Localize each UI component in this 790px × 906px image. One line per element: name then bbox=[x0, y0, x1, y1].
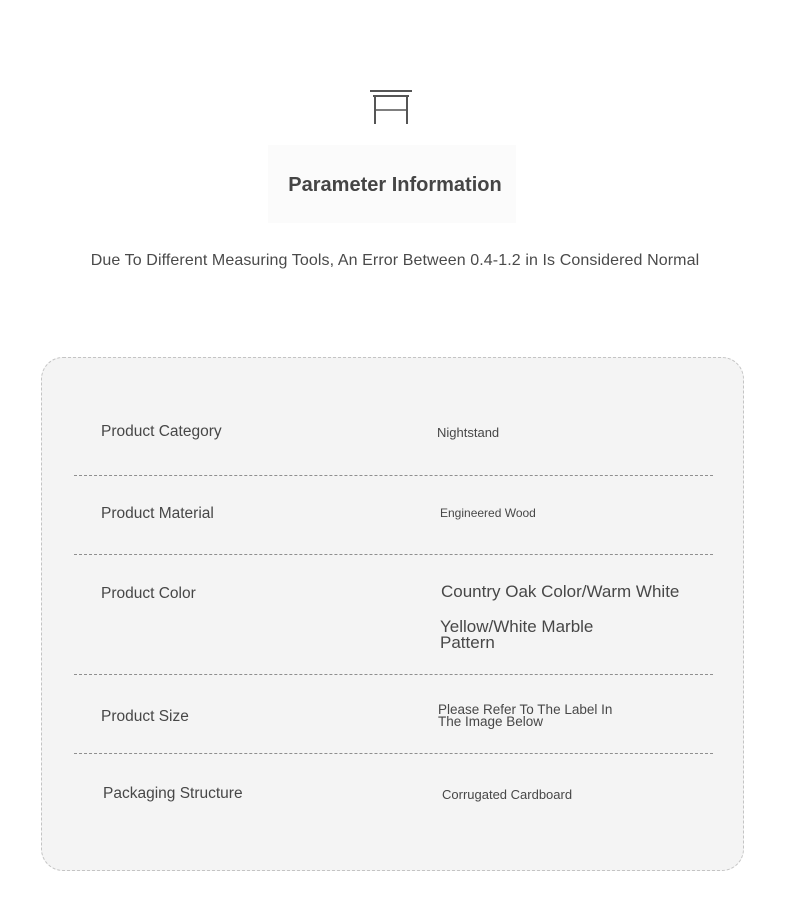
param-label-material: Product Material bbox=[101, 505, 214, 522]
param-value-color-line3: Pattern bbox=[440, 633, 495, 652]
row-divider bbox=[74, 753, 713, 754]
param-value-color-line1: Country Oak Color/Warm White bbox=[441, 582, 680, 601]
param-value-size-line1: Please Refer To The Label In bbox=[438, 702, 613, 717]
row-divider bbox=[74, 475, 713, 476]
row-divider bbox=[74, 554, 713, 555]
param-value-category: Nightstand bbox=[437, 425, 500, 440]
param-label-packaging: Packaging Structure bbox=[103, 785, 243, 802]
row-divider bbox=[74, 674, 713, 675]
page-title: Parameter Information bbox=[288, 174, 502, 196]
param-value-color-line2: Yellow/White Marble bbox=[440, 617, 594, 636]
param-value-size-line2: The Image Below bbox=[438, 714, 544, 729]
param-label-color: Product Color bbox=[101, 585, 196, 602]
measurement-note: Due To Different Measuring Tools, An Error Between 0.4-1.2 in Is Considered Normal bbox=[90, 252, 700, 269]
param-label-category: Product Category bbox=[101, 423, 222, 440]
nightstand-icon bbox=[369, 88, 415, 128]
param-label-size: Product Size bbox=[101, 708, 189, 725]
param-value-material: Engineered Wood bbox=[440, 506, 536, 520]
param-value-packaging: Corrugated Cardboard bbox=[442, 787, 573, 802]
